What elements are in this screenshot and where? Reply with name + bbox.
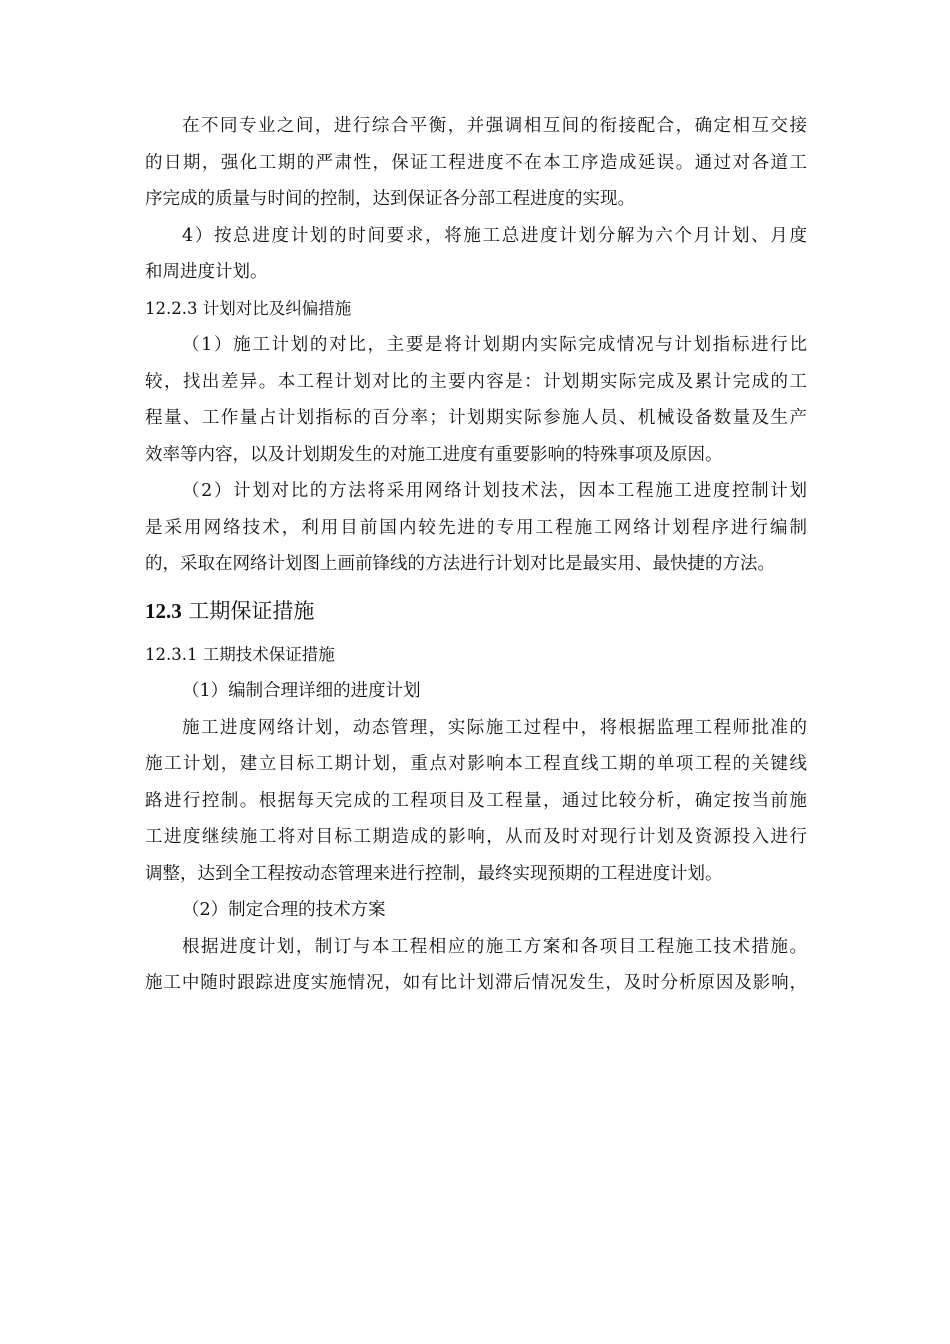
paragraph-technical-plan xyxy=(145,929,807,1002)
text-line: 较，找出差异。本工程计划对比的主要内容是：计划期实际完成及累计完成的工 xyxy=(145,371,807,392)
text-line: 调整，达到全工程按动态管理来进行控制，最终实现预期的工程进度计划。 xyxy=(145,863,723,884)
section-title: 工期保证措施 xyxy=(181,598,315,623)
text-line: 的，采取在网络计划图上画前锋线的方法进行计划对比是最实用、最快捷的方法。 xyxy=(145,554,775,574)
text-line: 施工中随时跟踪进度实施情况，如有比计划滞后情况发生，及时分析原因及影响， xyxy=(145,973,807,993)
list-item-1: （1）编制合理详细的进度计划 xyxy=(182,681,421,701)
text-line: 在不同专业之间，进行综合平衡，并强调相互间的衔接配合，确定相互交接 xyxy=(182,116,807,136)
text-line: 和周进度计划。 xyxy=(145,262,268,282)
text-line: 施工计划，建立目标工期计划，重点对影响本工程直线工期的单项工程的关键线 xyxy=(145,754,807,774)
list-item-2: （2）制定合理的技术方案 xyxy=(182,900,386,920)
document-page xyxy=(145,108,807,1002)
text-line: （2）计划对比的方法将采用网络计划技术法，因本工程施工进度控制计划 xyxy=(182,481,807,501)
paragraph-plan-comparison xyxy=(145,327,807,473)
text-line: 4）按总进度计划的时间要求，将施工总进度计划分解为六个月计划、月度 xyxy=(182,225,807,246)
paragraph-network-plan xyxy=(145,710,807,893)
text-line: 路进行控制。根据每天完成的工程项目及工程量，通过比较分析，确定按当前施 xyxy=(145,790,807,811)
text-line: 的日期，强化工期的严肃性，保证工程进度不在本工序造成延误。通过对各道工 xyxy=(145,152,807,173)
text-line: 效率等内容，以及计划期发生的对施工进度有重要影响的特殊事项及原因。 xyxy=(145,444,723,465)
section-heading-12-3-1: 12.3.1 工期技术保证措施 xyxy=(145,644,335,664)
section-number: 12.3 xyxy=(145,598,182,623)
text-line: 工进度继续施工将对目标工期造成的影响，从而及时对现行计划及资源投入进行 xyxy=(145,827,807,847)
section-heading-12-2-3: 12.2.3 计划对比及纠偏措施 xyxy=(145,298,352,318)
text-line: 根据进度计划，制订与本工程相应的施工方案和各项目工程施工技术措施。 xyxy=(182,936,807,957)
text-line: 是采用网络技术，利用目前国内较先进的专用工程施工网络计划程序进行编制 xyxy=(145,517,807,538)
text-line: 施工进度网络计划，动态管理，实际施工过程中，将根据监理工程师批准的 xyxy=(182,717,807,738)
paragraph-schedule-breakdown xyxy=(145,218,807,291)
text-line: 程量、工作量占计划指标的百分率；计划期实际参施人员、机械设备数量及生产 xyxy=(145,408,807,428)
paragraph-comparison-method xyxy=(145,473,807,583)
section-heading-12-3 xyxy=(145,587,807,635)
text-line: （1）施工计划的对比，主要是将计划期内实际完成情况与计划指标进行比 xyxy=(182,335,807,355)
paragraph-coordination xyxy=(145,108,807,218)
text-line: 序完成的质量与时间的控制，达到保证各分部工程进度的实现。 xyxy=(145,189,635,209)
